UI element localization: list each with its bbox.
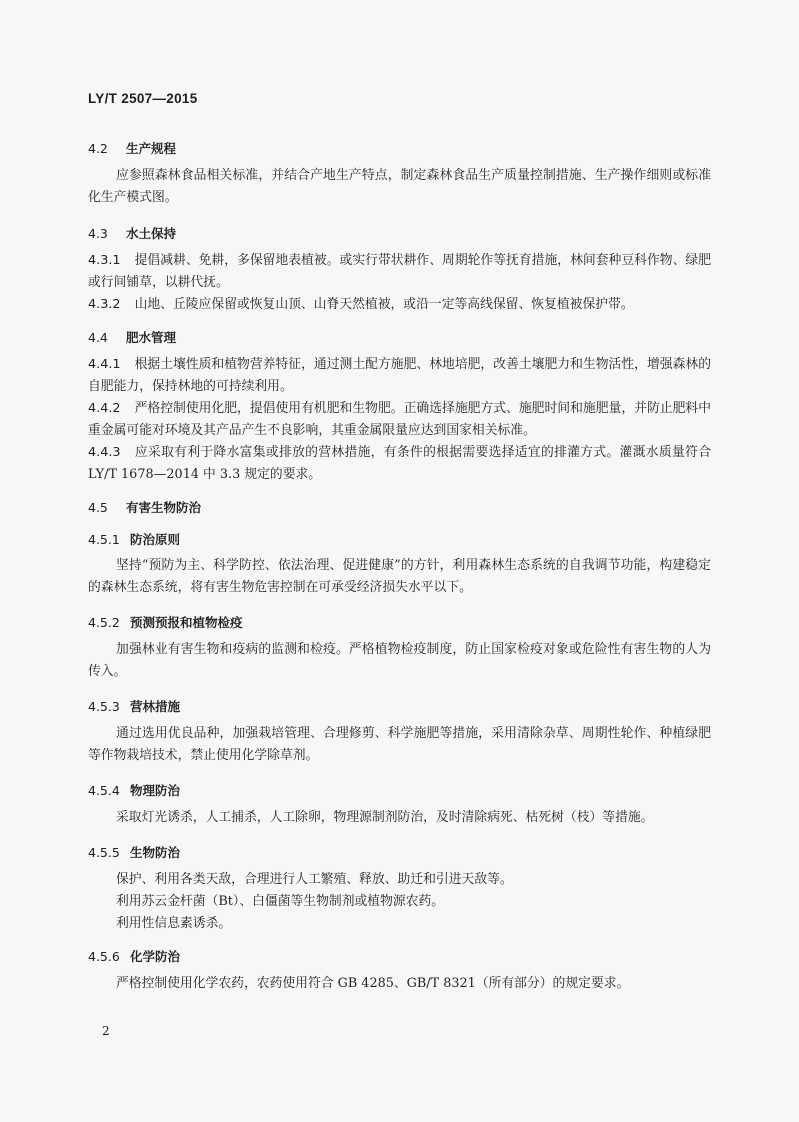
page-number: 2 — [102, 1024, 110, 1038]
section-4-5-5-heading: 4.5.5 生物防治 — [88, 845, 181, 860]
section-4-2-text: 应参照森林食品相关标准，并结合产地生产特点，制定森林食品生产质量控制措施、生产操作细则或标准化生产模式图。 — [88, 168, 711, 205]
section-4-5-6-heading: 4.5.6 化学防治 — [88, 949, 181, 964]
section-4-5-3-heading: 4.5.3 营林措施 — [88, 699, 181, 714]
section-4-5-5-item-3: 利用性信息素诱杀。 — [116, 916, 232, 931]
section-4-5-1-heading: 4.5.1 防治原则 — [88, 532, 181, 547]
section-4-5-4-heading: 4.5.4 物理防治 — [88, 783, 181, 798]
clause-4-4-3: 4.4.3 应采取有利于降水富集或排放的营林措施，有条件的根据需要选择适宜的排灌方式。灌溉水质量符合 LY/T 1678—2014 中 3.3 规定的要求。 — [88, 445, 711, 482]
section-4-5-1-text: 坚持“预防为主、科学防控、依法治理、促进健康”的方针，利用森林生态系统的自我调节功能，构建稳定的森林生态系统，将有害生物危害控制在可承受经济损失水平以下。 — [88, 558, 711, 595]
section-4-3-heading: 4.3 水土保持 — [88, 226, 177, 241]
section-4-5-5-item-2: 利用苏云金杆菌（Bt）、白僵菌等生物制剂或植物源农药。 — [116, 894, 445, 909]
clause-4-4-2: 4.4.2 严格控制使用化肥，提倡使用有机肥和生物肥。正确选择施肥方式、施肥时间和施肥量，并防止肥料中重金属可能对环境及其产品产生不良影响，其重金属限量应达到国家相关标准。 — [88, 401, 711, 438]
section-4-5-2-heading: 4.5.2 预测预报和植物检疫 — [88, 615, 243, 630]
standard-header: LY/T 2507—2015 — [88, 91, 198, 106]
clause-4-4-1: 4.4.1 根据土壤性质和植物营养特征，通过测土配方施肥、林地培肥，改善土壤肥力和生物活性，增强森林的自肥能力，保持林地的可持续利用。 — [88, 357, 711, 394]
section-4-5-5-item-1: 保护、利用各类天敌，合理进行人工繁殖、释放、助迁和引进天敌等。 — [116, 872, 513, 887]
section-4-4-heading: 4.4 肥水管理 — [88, 330, 177, 345]
section-4-5-2-text: 加强林业有害生物和疫病的监测和检疫。严格植物检疫制度，防止国家检疫对象或危险性有害生物的人为传入。 — [88, 642, 711, 679]
section-4-5-4-text: 采取灯光诱杀，人工捕杀，人工除卵，物理源制剂防治，及时清除病死、枯死树（枝）等措施。 — [116, 810, 654, 825]
clause-4-3-1: 4.3.1 提倡减耕、免耕，多保留地表植被。或实行带状耕作、周期轮作等抚育措施，林间套种豆科作物、绿肥或行间铺草，以耕代抚。 — [88, 253, 711, 290]
clause-4-3-2: 4.3.2 山地、丘陵应保留或恢复山顶、山脊天然植被，或沿一定等高线保留、恢复植被保护带。 — [88, 297, 634, 312]
section-4-5-6-text: 严格控制使用化学农药，农药使用符合 GB 4285、GB/T 8321（所有部分）的规定要求。 — [116, 976, 630, 991]
section-4-5-heading: 4.5 有害生物防治 — [88, 500, 202, 515]
section-4-2-heading: 4.2 生产规程 — [88, 141, 177, 156]
section-4-5-3-text: 通过选用优良品种，加强栽培管理、合理修剪、科学施肥等措施，采用清除杂草、周期性轮作、种植绿肥等作物栽培技术，禁止使用化学除草剂。 — [88, 726, 711, 763]
